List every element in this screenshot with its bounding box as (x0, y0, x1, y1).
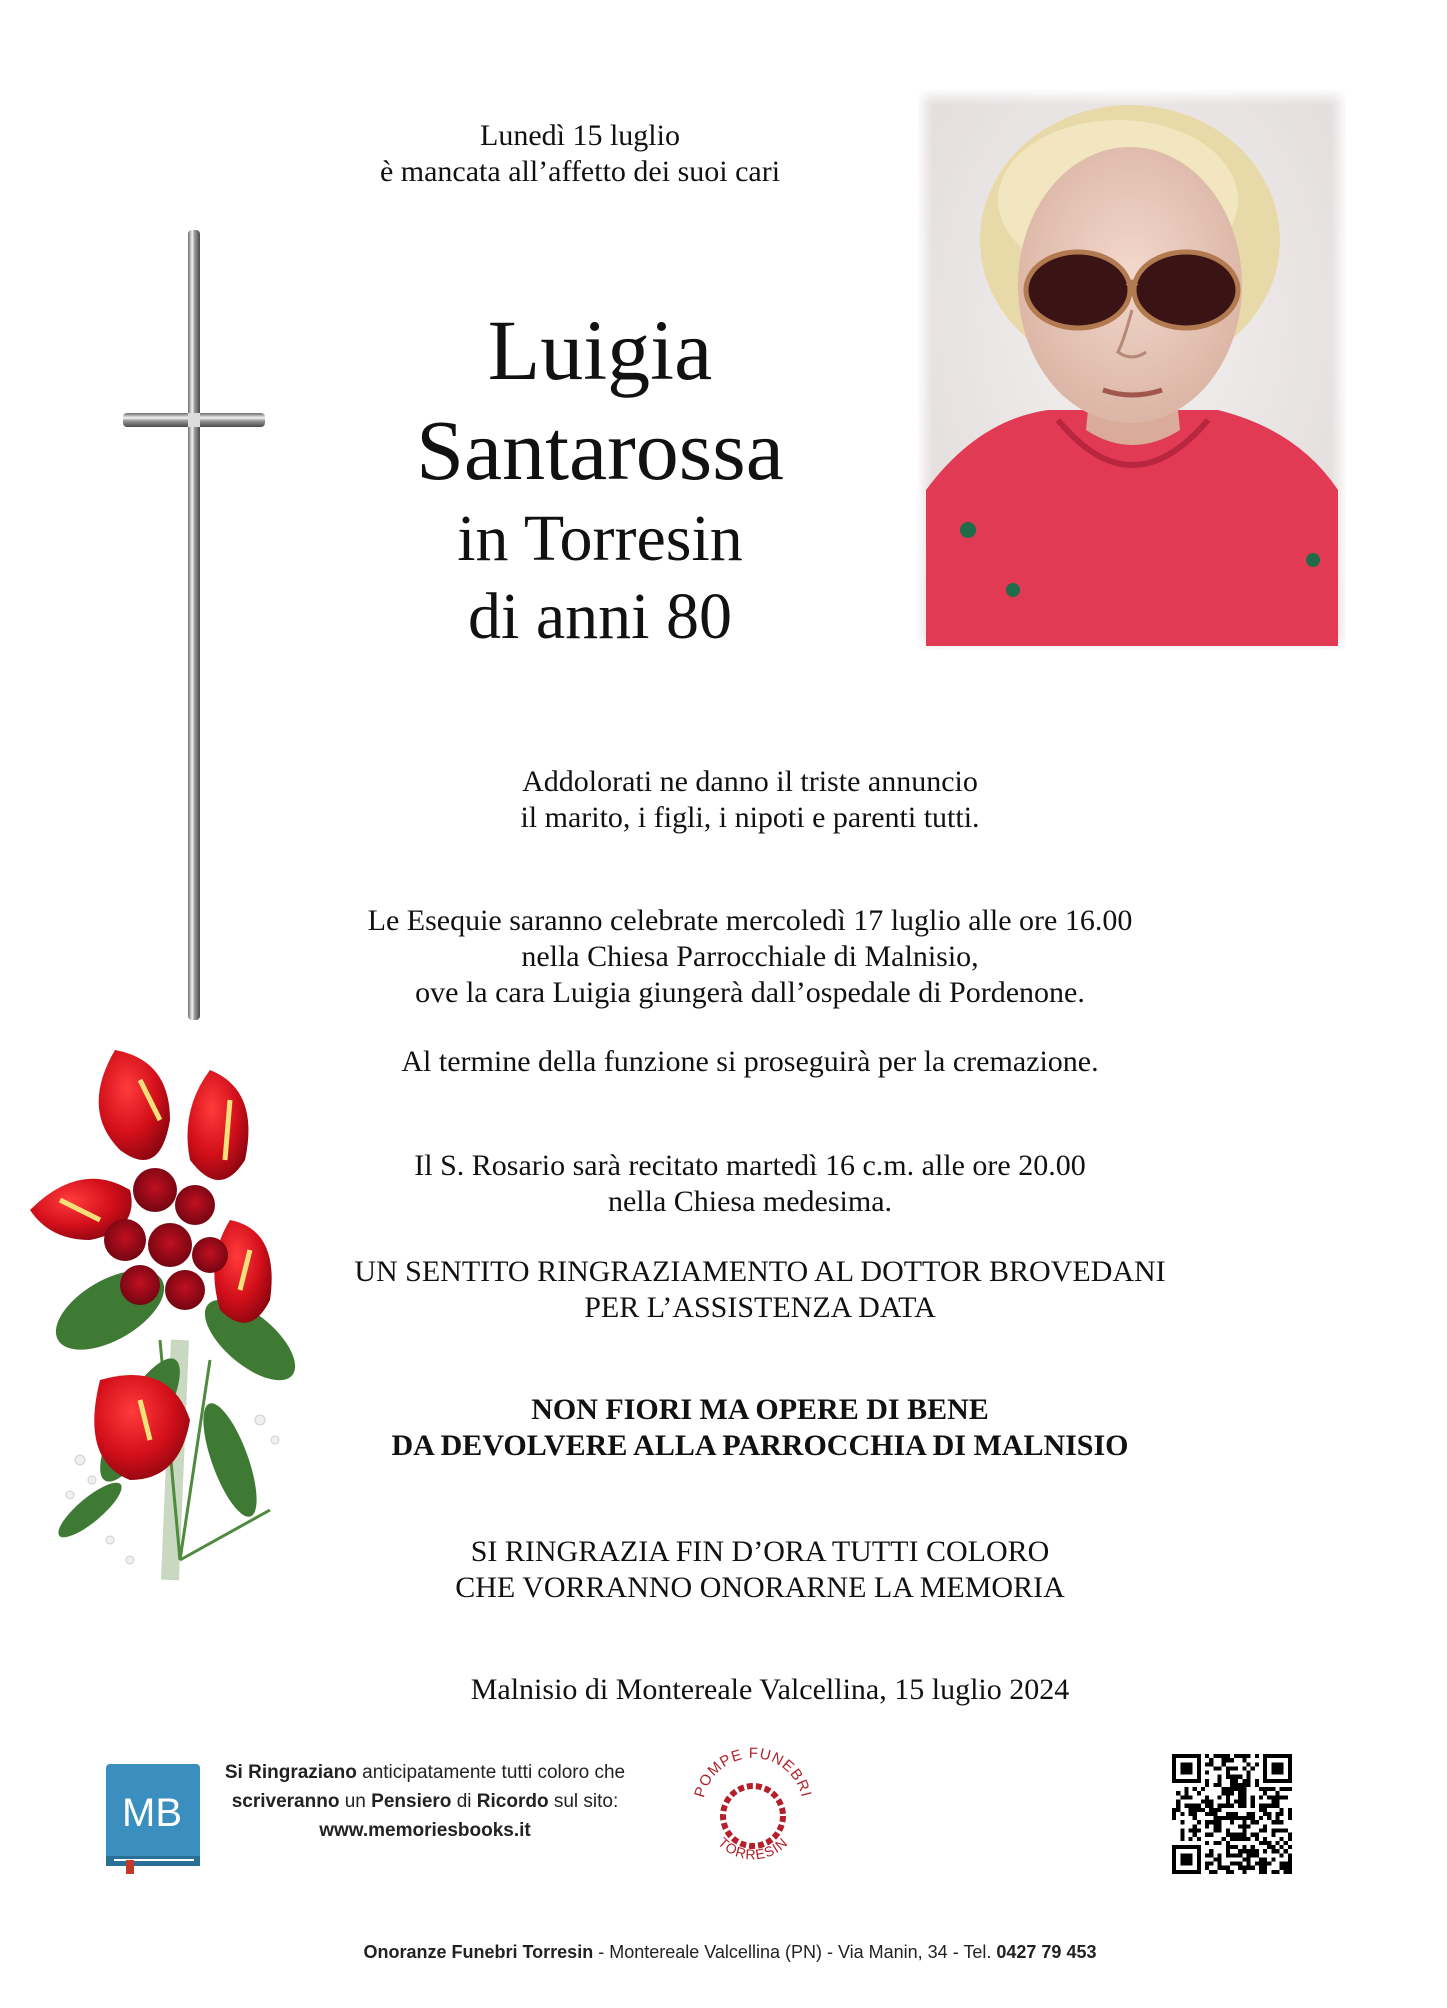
married-name: in Torresin (457, 502, 743, 575)
grief-notice (430, 764, 1070, 836)
announcement-date: Lunedì 15 luglio (480, 119, 680, 152)
grief-line-1: Addolorati ne danno il triste annuncio (522, 765, 978, 798)
grief-line-2: il marito, i figli, i nipoti e parenti tutti. (520, 801, 980, 834)
no-flowers-request (300, 1392, 1220, 1464)
pompe-funebri-bottom-text: TORRESIN (715, 1833, 791, 1863)
rosary-details (300, 1148, 1200, 1220)
flower-bouquet (20, 1040, 340, 1600)
thanks-all-line-2: CHE VORRANNO ONORARNE LA MEMORIA (455, 1571, 1065, 1604)
memoriesbooks-logo-text: MB (122, 1791, 182, 1835)
no-flowers-line-2: DA DEVOLVERE ALLA PARROCCHIA DI MALNISIO (391, 1429, 1129, 1462)
memoriesbooks-logo[interactable] (104, 1764, 204, 1874)
place-date: Malnisio di Montereale Valcellina, 15 luglio 2024 (470, 1673, 1070, 1706)
portrait-photo (918, 90, 1346, 650)
footer-phone: 0427 79 453 (996, 1942, 1097, 1962)
death-announcement (300, 118, 860, 190)
thanks-doctor-line-1: UN SENTITO RINGRAZIAMENTO AL DOTTOR BROVEDANI (354, 1255, 1166, 1288)
funeral-details (300, 903, 1200, 1011)
memoriesbooks-line-2: scriveranno un Pensiero di Ricordo sul sito: (231, 1791, 619, 1812)
pompe-funebri-top-text: POMPE FUNEBRI (691, 1744, 815, 1800)
no-flowers-line-1: NON FIORI MA OPERE DI BENE (531, 1393, 989, 1426)
cremation-note: Al termine della funzione si proseguirà per la cremazione. (401, 1045, 1099, 1078)
funeral-home-footer (160, 1940, 1300, 1964)
thanks-doctor-line-2: PER L’ASSISTENZA DATA (584, 1291, 936, 1324)
footer-company: Onoranze Funebri Torresin (363, 1942, 594, 1962)
funeral-line-1: Le Esequie saranno celebrate mercoledì 17 luglio alle ore 16.00 (367, 904, 1133, 937)
rosary-line-1: Il S. Rosario sarà recitato martedì 16 c.m. alle ore 20.00 (414, 1149, 1086, 1182)
svg-text:POMPE FUNEBRI (691, 1745, 814, 1800)
svg-text:TORRESIN (715, 1834, 791, 1863)
cross-icon (115, 225, 275, 1025)
first-name: Luigia (487, 302, 713, 398)
rosary-line-2: nella Chiesa medesima. (607, 1185, 893, 1218)
thanks-all-line-1: SI RINGRAZIA FIN D’ORA TUTTI COLORO (470, 1535, 1050, 1568)
last-name: Santarossa (416, 402, 784, 498)
funeral-line-3: ove la cara Luigia giungerà dall’ospedale di Pordenone. (415, 976, 1085, 1009)
thanks-all (300, 1534, 1220, 1606)
footer-address: - Montereale Valcellina (PN) - Via Manin, 34 - Tel. (593, 1942, 997, 1962)
qr-code-icon[interactable] (1172, 1754, 1292, 1874)
pompe-funebri-logo (688, 1738, 818, 1878)
funeral-line-2: nella Chiesa Parrocchiale di Malnisio, (521, 940, 979, 973)
deceased-name-block (280, 300, 920, 656)
memoriesbooks-line-1: Si Ringraziano anticipatamente tutti coloro che (224, 1762, 626, 1783)
thanks-doctor (300, 1254, 1220, 1326)
age: di anni 80 (468, 580, 732, 653)
announcement-text: è mancata all’affetto dei suoi cari (379, 155, 781, 188)
memoriesbooks-url[interactable]: www.memoriesbooks.it (319, 1820, 531, 1841)
memoriesbooks-message (205, 1758, 645, 1845)
